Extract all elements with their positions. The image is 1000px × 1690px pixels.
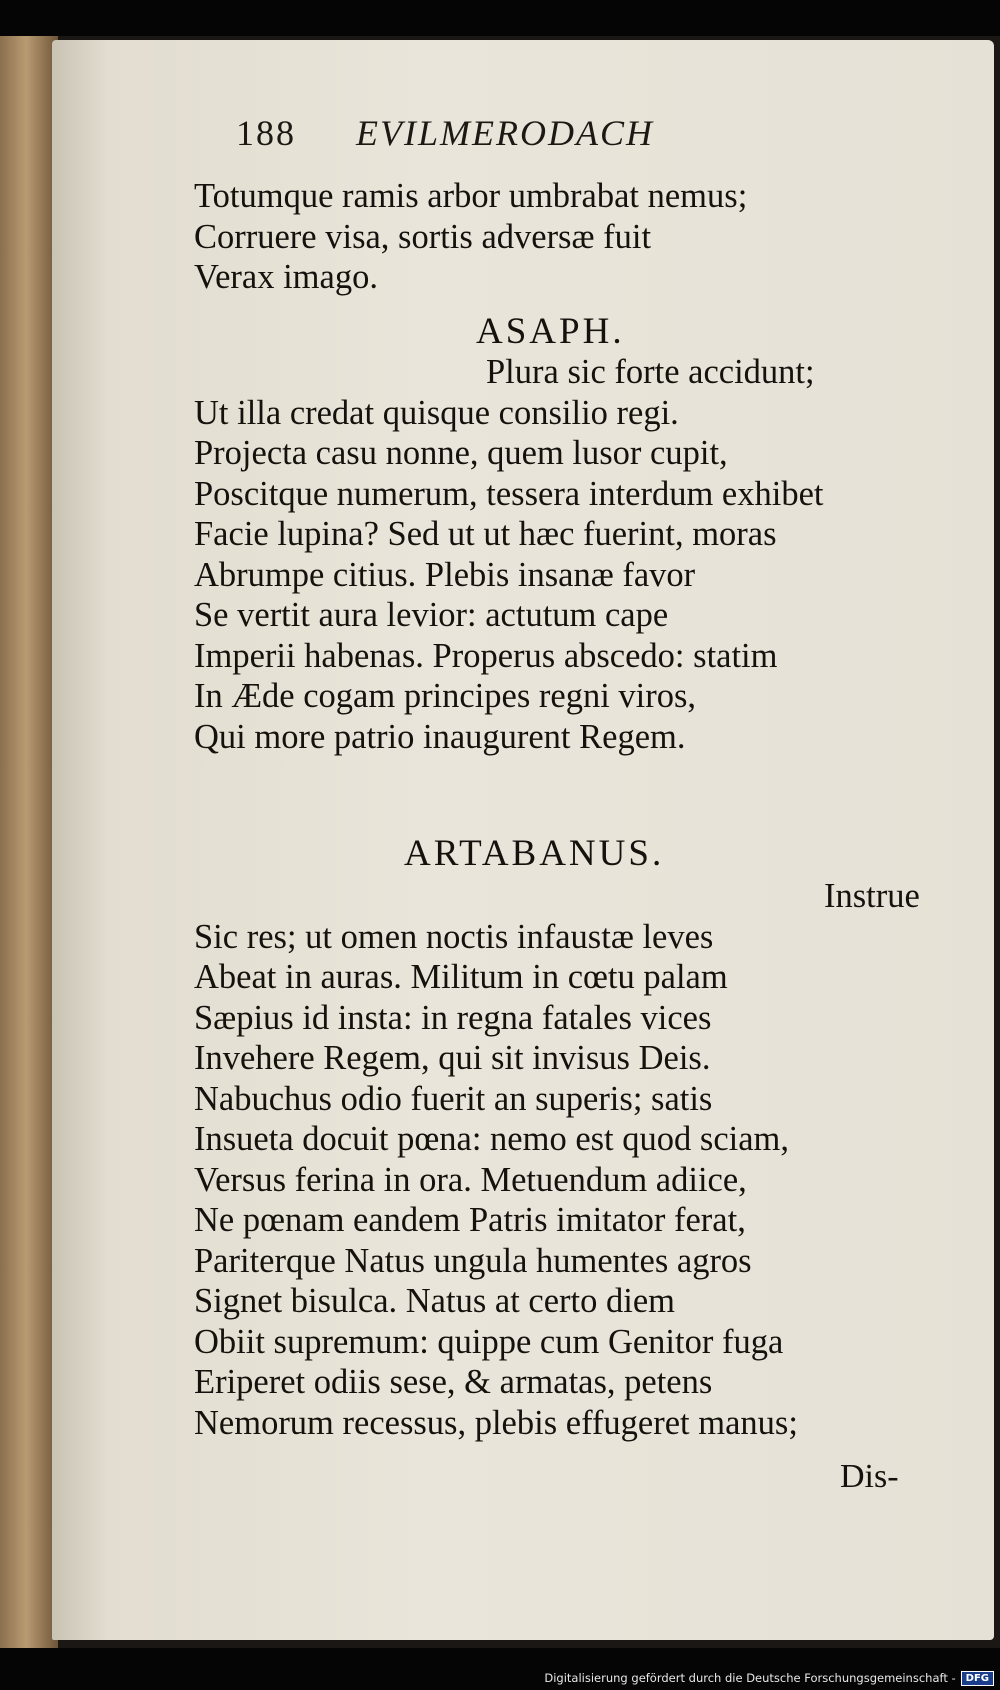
verse-line: Pariterque Natus ungula humentes agros xyxy=(194,1241,752,1280)
book-spine-edge xyxy=(0,36,58,1648)
verse-line: Instrue xyxy=(824,877,920,915)
running-title: EVILMERODACH xyxy=(356,113,654,153)
verse-line: Imperii habenas. Properus abscedo: statim xyxy=(194,636,778,675)
verse-line: Abrumpe citius. Plebis insanæ favor xyxy=(194,555,696,594)
verse-line: In Æde cogam principes regni viros, xyxy=(194,677,697,715)
verse-line: Se vertit aura levior: actutum cape xyxy=(194,596,669,634)
verse-line: Invehere Regem, qui sit invisus Deis. xyxy=(194,1039,711,1077)
verse-line: Nabuchus odio fuerit an superis; satis xyxy=(194,1079,713,1118)
verse-line: Corruere visa, sortis adversæ fuit xyxy=(194,217,652,256)
verse-line: Abeat in auras. Militum in cœtu palam xyxy=(194,958,728,996)
verse-line: Signet bisulca. Natus at certo diem xyxy=(194,1282,675,1320)
verse-line: Ne pœnam eandem Patris imitator ferat, xyxy=(194,1201,746,1239)
verse-line: Insueta docuit pœna: nemo est quod sciam, xyxy=(194,1120,789,1158)
footer-credit: Digitalisierung gefördert durch die Deutsche Forschungsgemeinschaft - xyxy=(544,1671,956,1685)
verse-line: Facie lupina? Sed ut ut hæc fuerint, moras xyxy=(194,515,777,553)
verse-block-1 xyxy=(194,176,944,298)
verse-line: Ut illa credat quisque consilio regi. xyxy=(194,393,679,432)
verse-line: Obiit supremum: quippe cum Genitor fuga xyxy=(194,1322,784,1361)
verse-line: Sæpius id insta: in regna fatales vices xyxy=(194,998,712,1037)
verse-line: Qui more patrio inaugurent Regem. xyxy=(194,717,686,756)
speaker-heading: ASAPH. xyxy=(476,311,625,352)
digitization-footer xyxy=(544,1668,994,1688)
verse-line: Poscitque numerum, tessera interdum exhibet xyxy=(194,474,824,513)
verse-line: Eriperet odiis sese, & armatas, petens xyxy=(194,1363,713,1401)
verse-line: Projecta casu nonne, quem lusor cupit, xyxy=(194,434,728,472)
catchword: Dis- xyxy=(840,1458,899,1495)
verse-line: Sic res; ut omen noctis infaustæ leves xyxy=(194,917,714,956)
verse-line: Versus ferina in ora. Metuendum adiice, xyxy=(194,1160,747,1199)
verse-block-2 xyxy=(194,352,944,757)
verse-block-3 xyxy=(194,876,944,1443)
verse-line: Verax imago. xyxy=(194,258,378,296)
dfg-logo: DFG xyxy=(961,1671,994,1686)
verse-line: Plura sic forte accidunt; xyxy=(486,353,815,391)
verse-line: Nemorum recessus, plebis effugeret manus; xyxy=(194,1403,798,1442)
verse-line: Totumque ramis arbor umbrabat nemus; xyxy=(194,177,748,215)
running-head xyxy=(236,112,776,164)
page-number: 188 xyxy=(236,113,296,153)
speaker-heading: ARTABANUS. xyxy=(404,833,665,874)
